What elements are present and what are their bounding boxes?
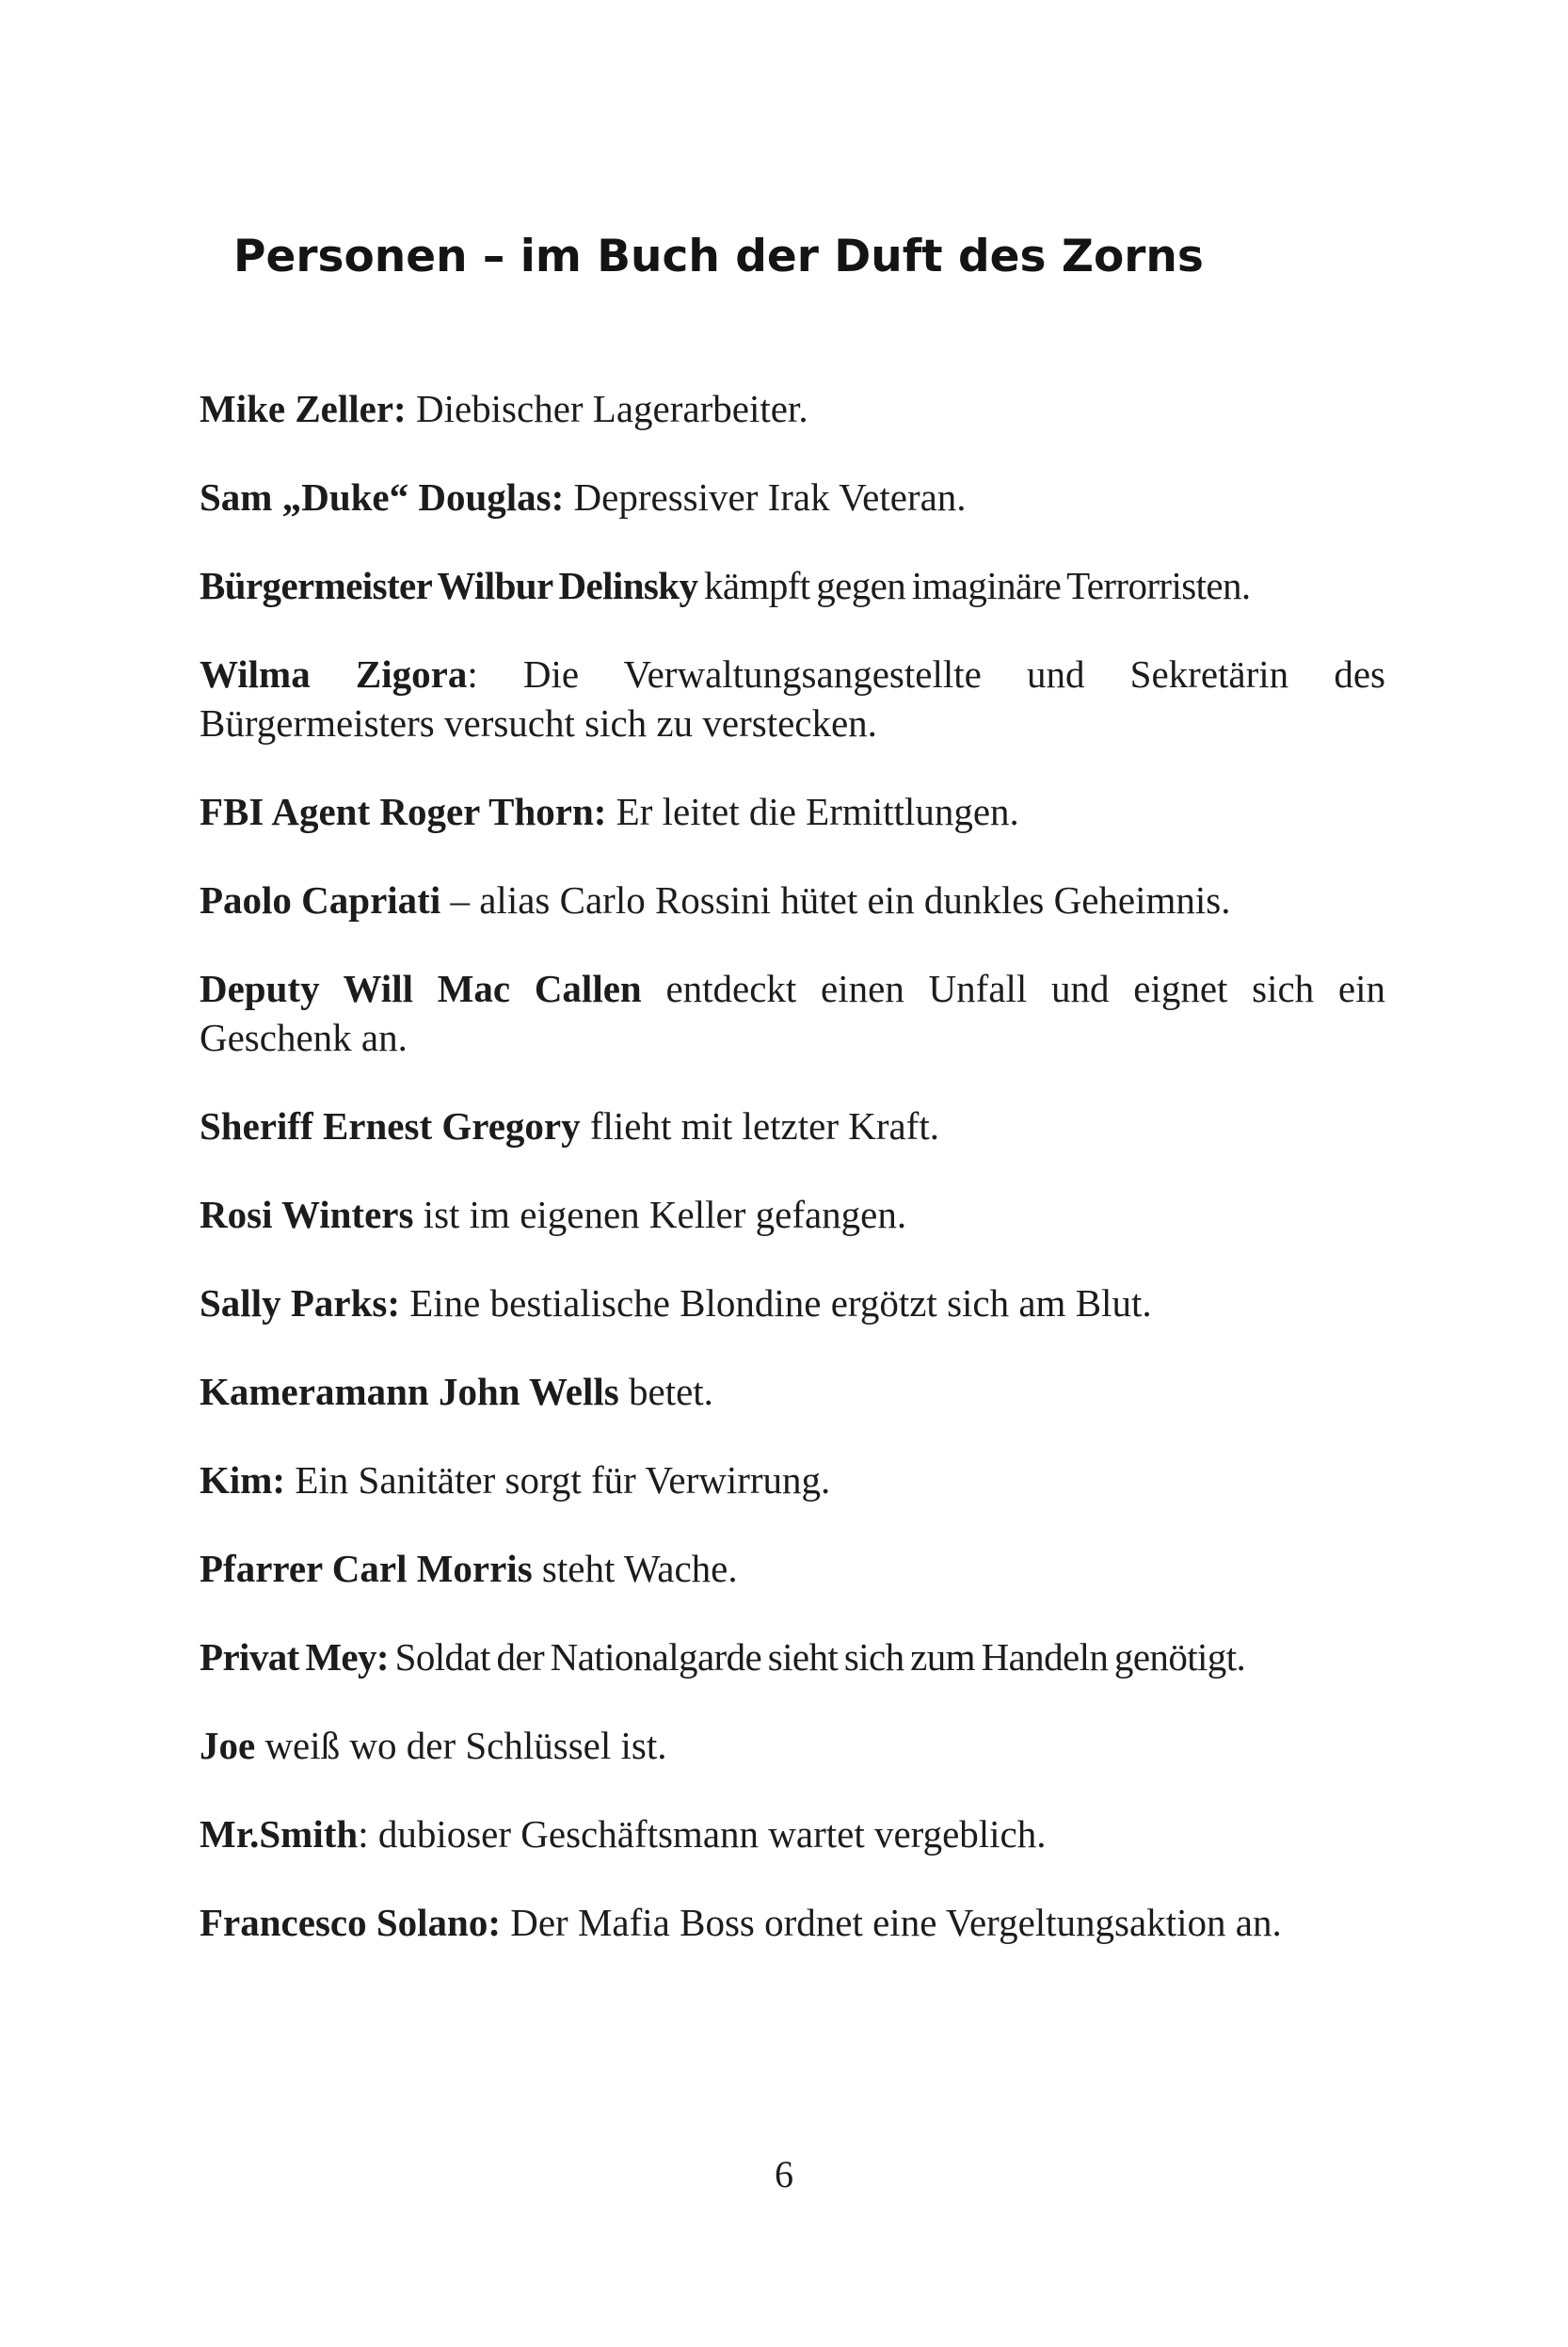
character-description: entdeckt einen Unfall und eignet sich ein Geschenk an.	[200, 967, 1385, 1059]
character-entry	[200, 1721, 1385, 1770]
character-name: Kameramann John Wells	[200, 1370, 619, 1413]
page-title: Personen – im Buch der Duft des Zorns	[233, 231, 1204, 282]
character-entry	[200, 1809, 1385, 1858]
character-description: flieht mit letzter Kraft.	[580, 1104, 939, 1148]
character-description: kämpft gegen imaginäre Terrorristen.	[697, 564, 1251, 607]
character-description: : dubioser Geschäftsmann wartet vergeblich.	[358, 1812, 1047, 1856]
page-number: 6	[775, 2153, 793, 2195]
character-entry	[200, 1101, 1385, 1150]
character-entry	[200, 650, 1385, 748]
character-name: Pfarrer Carl Morris	[200, 1547, 533, 1590]
character-description: steht Wache.	[532, 1547, 738, 1590]
character-description: : Die Verwaltungsangestellte und Sekretärin des Bürgermeisters versucht sich zu verstecken.	[200, 652, 1385, 745]
character-name: Privat Mey:	[200, 1635, 389, 1679]
character-description: betet.	[618, 1370, 713, 1413]
character-description: Diebischer Lagerarbeiter.	[406, 387, 808, 430]
character-name: Sheriff Ernest Gregory	[200, 1104, 581, 1148]
character-entry	[200, 561, 1385, 610]
character-entry	[200, 1190, 1385, 1239]
character-name: Deputy Will Mac Callen	[200, 967, 642, 1010]
character-name: FBI Agent Roger Thorn:	[200, 790, 607, 833]
character-entry	[200, 787, 1385, 836]
character-name: Wilma Zigora	[200, 652, 468, 696]
character-entry	[200, 1544, 1385, 1593]
character-name: Rosi Winters	[200, 1193, 414, 1236]
character-entry	[200, 1278, 1385, 1327]
character-description: ist im eigenen Keller gefangen.	[413, 1193, 907, 1236]
character-entry	[200, 1455, 1385, 1504]
character-entry	[200, 1898, 1385, 1947]
character-name: Sally Parks:	[200, 1281, 400, 1325]
character-name: Mike Zeller:	[200, 387, 407, 430]
character-description: Eine bestialische Blondine ergötzt sich am Blut.	[400, 1281, 1152, 1325]
character-description: Er leitet die Ermittlungen.	[606, 790, 1019, 833]
character-entry	[200, 1367, 1385, 1416]
character-description: Ein Sanitäter sorgt für Verwirrung.	[285, 1458, 831, 1502]
character-name: Kim:	[200, 1458, 286, 1502]
character-name: Bürgermeister Wilbur Delinsky	[200, 564, 698, 607]
character-list	[200, 384, 1385, 1986]
character-description: – alias Carlo Rossini hütet ein dunkles Geheimnis.	[440, 878, 1231, 922]
character-description: Soldat der Nationalgarde sieht sich zum Handeln genötigt.	[389, 1635, 1246, 1679]
character-entry	[200, 876, 1385, 924]
character-name: Francesco Solano:	[200, 1901, 501, 1944]
character-entry	[200, 384, 1385, 433]
character-name: Sam „Duke“ Douglas:	[200, 475, 565, 519]
character-description: weiß wo der Schlüssel ist.	[255, 1724, 667, 1767]
character-entry	[200, 1632, 1385, 1681]
character-name: Paolo Capriati	[200, 878, 441, 922]
character-description: Der Mafia Boss ordnet eine Vergeltungsaktion an.	[501, 1901, 1282, 1944]
character-entry	[200, 473, 1385, 522]
character-name: Mr.Smith	[200, 1812, 359, 1856]
character-description: Depressiver Irak Veteran.	[564, 475, 967, 519]
character-entry	[200, 964, 1385, 1062]
character-name: Joe	[200, 1724, 256, 1767]
